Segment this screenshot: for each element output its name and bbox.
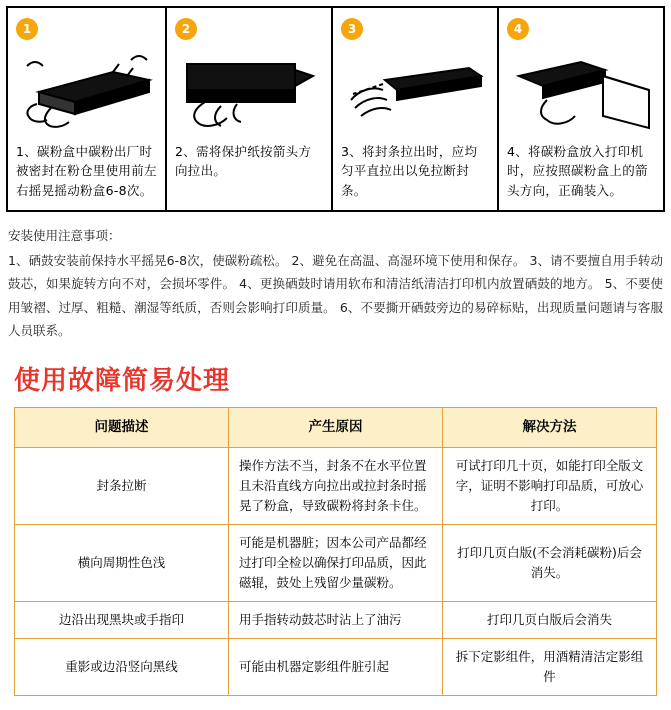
- table-row: [15, 525, 657, 602]
- cell-solution: 拆下定影组件，用酒精清洁定影组件: [443, 639, 657, 696]
- table-header-row: [15, 407, 657, 448]
- cell-cause: 可能由机器定影组件脏引起: [229, 639, 443, 696]
- table-row: [15, 448, 657, 525]
- table-row: [15, 639, 657, 696]
- cell-problem: 边沿出现黑块或手指印: [15, 602, 229, 639]
- table-row: [15, 602, 657, 639]
- cell-problem: 重影或边沿竖向黑线: [15, 639, 229, 696]
- step-2-text: 2、需将保护纸按箭头方向拉出。: [175, 144, 312, 179]
- troubleshooting-table: [14, 407, 657, 697]
- table-header-problem: 问题描述: [15, 407, 229, 448]
- usage-notes-title: 安装使用注意事项：: [8, 228, 121, 244]
- cell-problem: 横向周期性色浅: [15, 525, 229, 602]
- cell-cause: 用手指转动鼓芯时沾上了油污: [229, 602, 443, 639]
- steps-panel: [6, 6, 665, 212]
- cartridge-shake-illustration: [16, 44, 157, 134]
- usage-notes: [8, 224, 663, 342]
- step-4-text: 4、将碳粉盒放入打印机时，应按照碳粉盒上的箭头方向，正确装入。: [507, 144, 648, 198]
- cell-cause: 操作方法不当，封条不在水平位置且未沿直线方向拉出或拉封条时摇晃了粉盒，导致碳粉将封条卡住。: [229, 448, 443, 525]
- cell-solution: 打印几页白版(不会消耗碳粉)后会消失。: [443, 525, 657, 602]
- step-3-text: 3、将封条拉出时，应均匀平直拉出以免拉断封条。: [341, 144, 478, 198]
- step-3: [331, 8, 497, 210]
- insert-cartridge-illustration: [507, 44, 655, 134]
- cell-solution: 可试打印几十页，如能打印全版文字，证明不影响打印品质，可放心打印。: [443, 448, 657, 525]
- step-number-badge: 4: [507, 18, 529, 40]
- step-1: [8, 8, 165, 210]
- troubleshooting-table-wrap: [14, 407, 657, 697]
- instruction-sheet: [0, 6, 671, 696]
- usage-notes-body: 1、硒鼓安装前保持水平摇晃6-8次，使碳粉疏松。 2、避免在高温、高湿环境下使用和保存。 3、请不要擅自用手转动鼓芯，如果旋转方向不对，会损坏零件。 4、更换硒鼓时请用软布和清洁纸清洁打印机内放置硒鼓的地方。 5、不要使用皱褶、过厚、粗糙、潮湿等纸质，否则会影响打印质量。 6、不要撕开硒鼓旁边的易碎标贴，出现质量问题请与客服人员联系。: [8, 253, 663, 338]
- pull-protective-paper-illustration: [175, 44, 323, 134]
- pull-seal-strip-illustration: [341, 44, 489, 134]
- cell-cause: 可能是机器脏；因本公司产品都经过打印全检以确保打印品质，因此磁辊，鼓处上残留少量碳粉。: [229, 525, 443, 602]
- step-number-badge: 2: [175, 18, 197, 40]
- steps-row: [8, 8, 663, 210]
- section-heading: 使用故障简易处理: [14, 365, 231, 396]
- table-header-cause: 产生原因: [229, 407, 443, 448]
- step-number-badge: 1: [16, 18, 38, 40]
- table-header-solution: 解决方法: [443, 407, 657, 448]
- step-number-badge: 3: [341, 18, 363, 40]
- step-2: [165, 8, 331, 210]
- step-1-text: 1、碳粉盒中碳粉出厂时被密封在粉仓里使用前左右摇晃摇动粉盒6-8次。: [16, 144, 157, 198]
- cell-problem: 封条拉断: [15, 448, 229, 525]
- cell-solution: 打印几页白版后会消失: [443, 602, 657, 639]
- step-4: [497, 8, 663, 210]
